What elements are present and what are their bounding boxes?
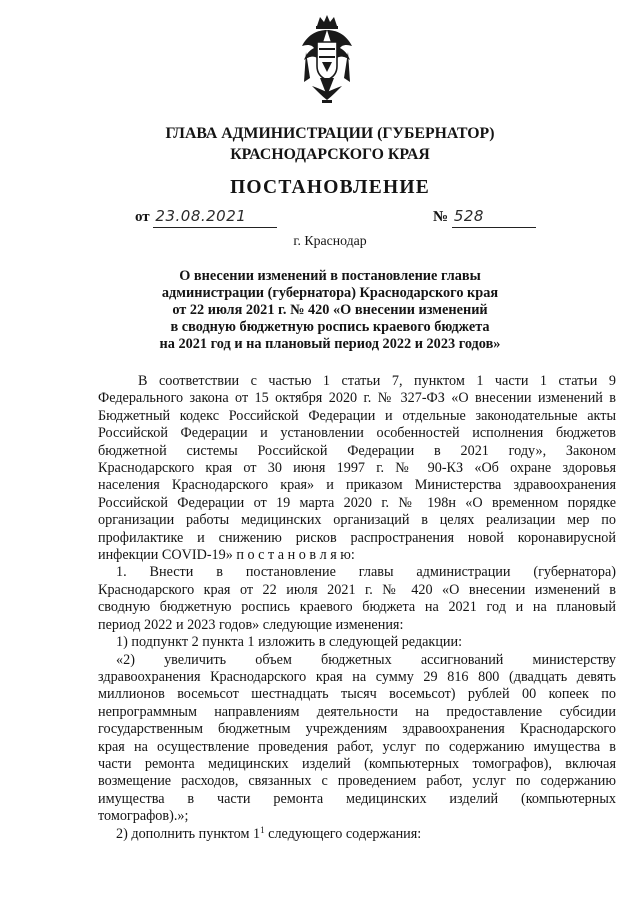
subject-line: на 2021 год и на плановый период 2022 и 2023 годов» <box>159 336 501 352</box>
number-prefix: № <box>433 209 449 225</box>
handwritten-number: 528 <box>453 207 484 225</box>
body-line: инфекции COVID-19» п о с т а н о в л я ю: <box>98 547 355 564</box>
body-line: бюджетной системы Российской Федерации в 2021 году», Законом <box>98 442 616 459</box>
city-name: г. Краснодар <box>293 233 367 248</box>
superscript-index: 1 <box>260 824 265 835</box>
body-line: Краснодарского края от 22 июля 2021 г. № 420 «О внесении изменений в <box>98 581 616 598</box>
issuing-authority <box>60 123 600 165</box>
body-line: миллионов восемьсот шестнадцать тысяч восемьсот) рублей 00 копеек по <box>98 686 616 703</box>
body-line: Федерального закона от 15 октября 2020 г. № 327-ФЗ «О внесении изменений в <box>98 390 616 407</box>
body-line: Бюджетный кодекс Российской Федерации и отдельные законодательные акты <box>98 407 616 424</box>
authority-line-2: КРАСНОДАРСКОГО КРАЯ <box>230 146 430 163</box>
body-line: Российской Федерации и установлении особенностей исполнения бюджетов <box>98 425 616 442</box>
subject-line: администрации (губернатора) Краснодарского края <box>161 285 499 301</box>
body-line: В соответствии с частью 1 статьи 7, пунктом 1 части 1 статьи 9 <box>138 373 616 389</box>
body-line: края на осуществление проведения работ, услуг по содержанию имущества в <box>98 738 616 755</box>
body-line: государственным бюджетным учреждениям здравоохранения Краснодарского <box>98 721 616 738</box>
body-line: сводную бюджетную роспись краевого бюджета на 2021 год и на плановый <box>98 599 616 616</box>
body-line: томографов).»; <box>98 808 189 825</box>
body-line: период 2022 и 2023 годов» следующие изменения: <box>98 616 404 633</box>
body-line: профилактике и снижению рисков распространения новой коронавирусной <box>98 529 616 546</box>
subject-line: от 22 июля 2021 г. № 420 «О внесении изменений <box>172 302 488 318</box>
item-text: 2) дополнить пунктом 1 <box>116 825 261 842</box>
body-line: имущества в части ремонта медицинских изделий (компьютерных <box>98 790 616 807</box>
date-prefix: от <box>135 209 150 225</box>
item-text-tail: следующего содержания: <box>264 825 422 842</box>
body-line: организации работы медицинских организаций в целях реализации мер по <box>98 512 616 529</box>
document-body <box>98 373 616 843</box>
subject-line: О внесении изменений в постановление главы <box>179 268 481 284</box>
body-line: «2) увеличить объем бюджетных ассигнований министерству <box>116 651 616 668</box>
number-field <box>433 206 536 228</box>
document-subject <box>120 268 540 353</box>
body-line: населения Краснодарского края» и приказом Министерства здравоохранения <box>98 477 616 494</box>
document-type-title: ПОСТАНОВЛЕНИЕ <box>230 177 430 198</box>
body-line: непрограммным направлениям деятельности на предоставление субсидии <box>98 703 616 720</box>
date-field <box>135 206 277 228</box>
handwritten-date: 23.08.2021 <box>155 207 247 225</box>
body-line: здравоохранения Краснодарского края на сумму 29 816 800 (двадцать девять <box>98 668 616 685</box>
body-line: 1) подпункт 2 пункта 1 изложить в следующей редакции: <box>116 634 463 651</box>
subject-line: в сводную бюджетную роспись краевого бюджета <box>170 319 490 335</box>
body-line: Российской Федерации от 19 марта 2020 г. № 198н «О временном порядке <box>98 494 616 511</box>
body-line: Краснодарского края от 30 июня 1997 г. № 90-КЗ «Об охране здоровья <box>98 460 616 477</box>
body-line-last <box>98 826 616 843</box>
body-line: 1. Внести в постановление главы администрации (губернатора) <box>116 564 616 581</box>
body-line: возмещение расходов, связанных с проведением работ, услуг по содержанию <box>98 773 616 790</box>
body-line: части ремонта медицинских изделий (компьютерных томографов), включая <box>98 755 616 772</box>
coat-of-arms-emblem <box>298 12 356 106</box>
authority-line-1: ГЛАВА АДМИНИСТРАЦИИ (ГУБЕРНАТОР) <box>165 125 495 142</box>
